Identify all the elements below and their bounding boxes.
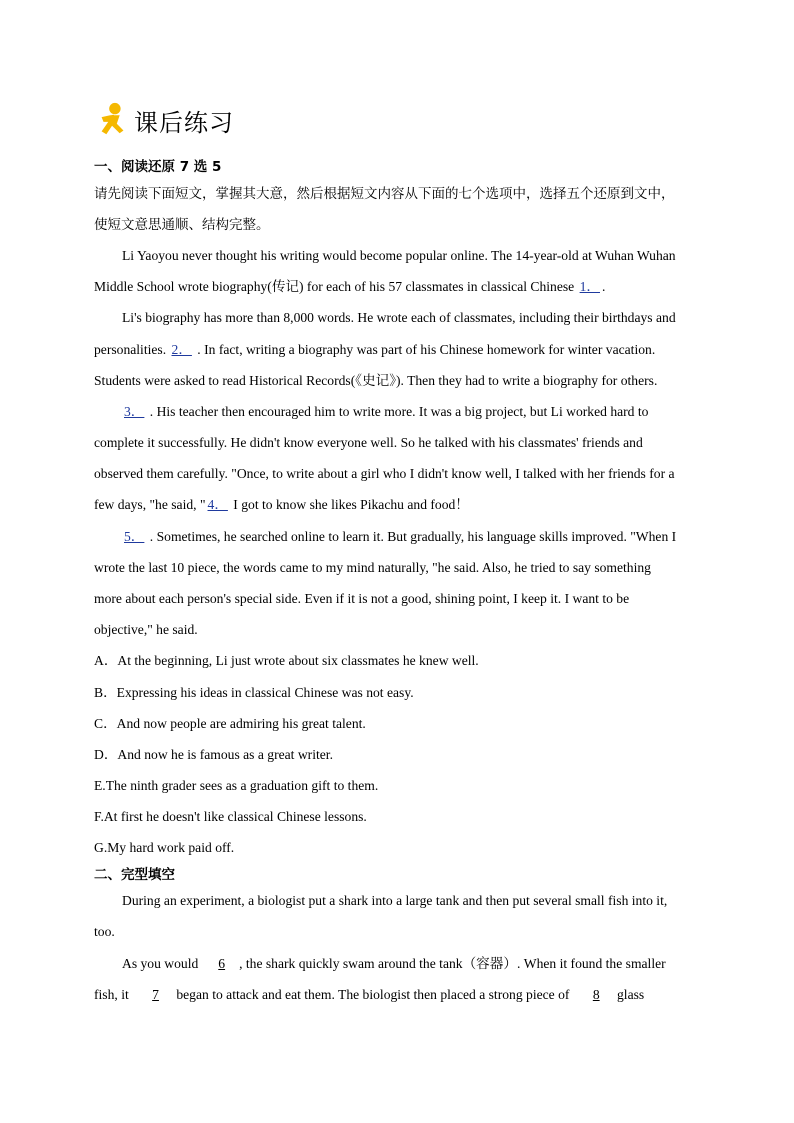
s2-p1-line1: During an experiment, a biologist put a shark into a large tank and then put several small fish into it, — [122, 893, 668, 908]
s2-p1-line2: too. — [94, 924, 115, 939]
p4-line2: wrote the last 10 piece, the words came to my mind naturally, "he said. Also, he tried to say something — [94, 560, 651, 575]
running-person-icon — [94, 101, 132, 139]
blank-2[interactable]: 2． — [171, 342, 192, 357]
p1-line1: Li Yaoyou never thought his writing would become popular online. The 14-year-old at Wuhan Wuhan — [122, 248, 676, 263]
text-segment: personalities. — [94, 342, 170, 357]
p4-line3: more about each person's special side. Even if it is not a good, shining point, I keep it. I want to be — [94, 591, 630, 606]
p2-line3: Students were asked to read Historical Records(《史记》). Then they had to write a biography for others. — [94, 373, 658, 388]
instruction-line2: 使短文意思通顺、结构完整。 — [94, 217, 270, 233]
option-e: E.The ninth grader sees as a graduation gift to them. — [94, 778, 379, 793]
blank-5[interactable]: 5． — [124, 529, 145, 544]
text-segment: fish, it — [94, 987, 133, 1002]
section1-heading: 一、阅读还原 7 选 5 — [94, 159, 222, 175]
p2-line1: Li's biography has more than 8,000 words. He wrote each of classmates, including their birthdays and — [122, 310, 676, 325]
section2-heading: 二、完型填空 — [94, 867, 175, 883]
text-segment: glass — [613, 987, 645, 1002]
text-segment: As you would — [122, 956, 199, 971]
text-segment: few days, "he said, " — [94, 497, 206, 512]
p3-line4 — [94, 496, 469, 514]
option-d: D．And now he is famous as a great writer. — [94, 747, 333, 762]
text-segment: . In fact, writing a biography was part of his Chinese homework for winter vacation. — [193, 342, 656, 357]
option-c: C．And now people are admiring his great talent. — [94, 716, 366, 731]
blank-3[interactable]: 3． — [124, 404, 145, 419]
instruction-line1: 请先阅读下面短文，掌握其大意，然后根据短文内容从下面的七个选项中，选择五个还原到文中， — [94, 186, 675, 202]
header — [94, 100, 234, 140]
p3-line2: complete it successfully. He didn't know everyone well. So he talked with his classmates' friends and — [94, 435, 643, 450]
p1-line2 — [94, 278, 605, 296]
text-segment: began to attack and eat them. The biologist then placed a strong piece of — [172, 987, 573, 1002]
p3-line1 — [122, 403, 648, 421]
text-segment: I got to know she likes Pikachu and food！ — [229, 497, 469, 512]
s2-p2-line2 — [94, 986, 644, 1004]
p2-line2 — [94, 341, 655, 359]
p3-line3: observed them carefully. "Once, to write about a girl who I didn't know well, I talked with her friends for a — [94, 466, 675, 481]
blank-4[interactable]: 4． — [207, 497, 228, 512]
p4-line1 — [122, 528, 676, 546]
option-f: F.At first he doesn't like classical Chinese lessons. — [94, 809, 367, 824]
s2-p2-line1 — [122, 955, 666, 973]
text-segment: . His teacher then encouraged him to write more. It was a big project, but Li worked hard to — [146, 404, 649, 419]
text-segment: Middle School wrote biography(传记) for each of his 57 classmates in classical Chinese — [94, 279, 578, 294]
p4-line4: objective," he said. — [94, 622, 198, 637]
option-g: G.My hard work paid off. — [94, 840, 235, 855]
blank-1[interactable]: 1． — [579, 279, 600, 294]
blank-8[interactable]: 8 — [592, 987, 600, 1002]
option-b: B．Expressing his ideas in classical Chinese was not easy. — [94, 685, 414, 700]
blank-6[interactable]: 6 — [218, 956, 226, 971]
text-segment: . Sometimes, he searched online to learn it. But gradually, his language skills improved. "When I — [146, 529, 677, 544]
option-a: A．At the beginning, Li just wrote about six classmates he knew well. — [94, 653, 479, 668]
blank-7[interactable]: 7 — [152, 987, 159, 1002]
text-segment: . — [601, 279, 606, 294]
text-segment: , the shark quickly swam around the tank（容器）. When it found the smaller — [239, 956, 666, 971]
page-title: 课后练习 — [134, 108, 234, 137]
